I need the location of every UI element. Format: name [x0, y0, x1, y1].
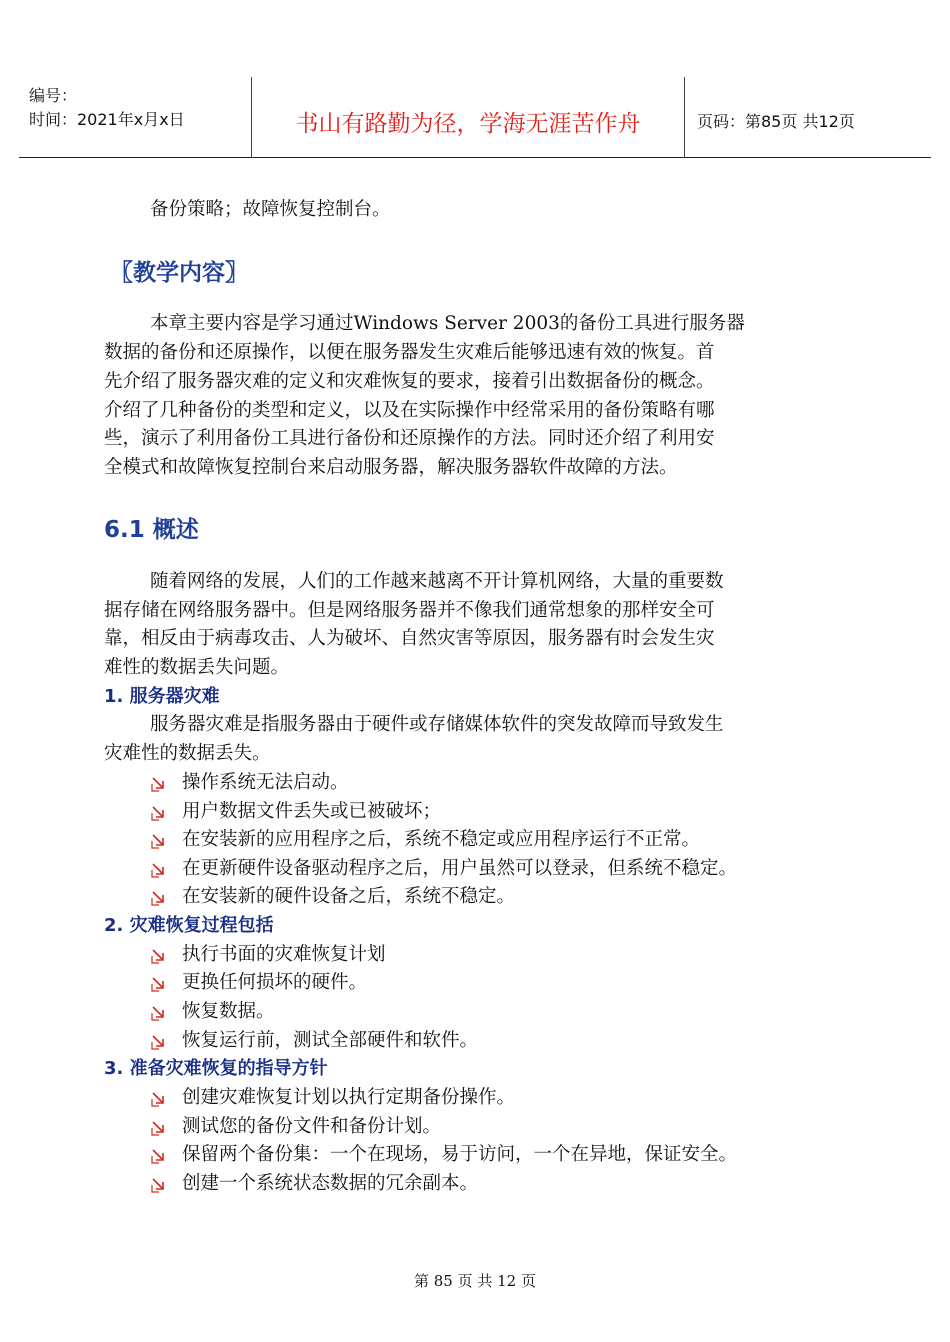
doc-time-label: 时间：2021年x月x日: [29, 110, 185, 129]
paragraph-line: 些，演示了利用备份工具进行备份和还原操作的方法。同时还介绍了利用安: [104, 428, 715, 449]
paragraph-line: 难性的数据丢失问题。: [104, 657, 290, 678]
arrow-bullet-icon: [150, 1032, 168, 1050]
list-item: [150, 1113, 441, 1141]
subheading-recovery-process: 2. 灾难恢复过程包括: [104, 915, 274, 936]
list-item-text: 在安装新的硬件设备之后，系统不稳定。: [182, 886, 516, 907]
list-item: [150, 1027, 478, 1055]
list-item: [150, 855, 737, 883]
doc-number-label: 编号：: [29, 86, 78, 105]
list-item: [150, 1084, 515, 1112]
arrow-bullet-icon: [150, 1146, 168, 1164]
paragraph-line: 全模式和故障恢复控制台来启动服务器，解决服务器软件故障的方法。: [104, 457, 678, 478]
header-page-info: 页码：第85页 共12页: [697, 112, 855, 131]
arrow-bullet-icon: [150, 1003, 168, 1021]
page-footer: 第 85 页 共 12 页: [413, 1272, 536, 1290]
list-item-text: 在更新硬件设备驱动程序之后，用户虽然可以登录，但系统不稳定。: [182, 858, 738, 879]
list-item: [150, 826, 700, 854]
list-item: [150, 769, 349, 797]
list-item-text: 创建灾难恢复计划以执行定期备份操作。: [182, 1087, 516, 1108]
header-meta-cell: [19, 77, 252, 157]
list-item: [150, 798, 441, 826]
paragraph-line: 灾难性的数据丢失。: [104, 743, 271, 764]
paragraph-line: 本章主要内容是学习通过Windows Server 2003的备份工具进行服务器: [150, 313, 745, 334]
list-item: [150, 883, 515, 911]
arrow-bullet-icon: [150, 974, 168, 992]
list-item: [150, 1170, 478, 1198]
list-item-text: 恢复运行前，测试全部硬件和软件。: [182, 1030, 479, 1051]
paragraph-line: 介绍了几种备份的类型和定义，以及在实际操作中经常采用的备份策略有哪: [104, 400, 715, 421]
header-motto-cell: [252, 77, 685, 157]
paragraph-line: 服务器灾难是指服务器由于硬件或存储媒体软件的突发故障而导致发生: [150, 714, 724, 735]
list-item-text: 操作系统无法启动。: [182, 772, 349, 793]
list-item-text: 在安装新的应用程序之后，系统不稳定或应用程序运行不正常。: [182, 829, 701, 850]
header-motto: 书山有路勤为径，学海无涯苦作舟: [295, 111, 641, 137]
list-item-text: 执行书面的灾难恢复计划: [182, 944, 386, 965]
page-header: [19, 77, 931, 158]
section-heading-overview: 6.1 概述: [104, 517, 199, 543]
list-item-text: 恢复数据。: [182, 1001, 275, 1022]
paragraph-line: 随着网络的发展，人们的工作越来越离不开计算机网络，大量的重要数: [150, 571, 724, 592]
paragraph-line: 数据的备份和还原操作，以便在服务器发生灾难后能够迅速有效的恢复。首: [104, 342, 715, 363]
arrow-bullet-icon: [150, 1175, 168, 1193]
arrow-bullet-icon: [150, 774, 168, 792]
list-item: [150, 998, 275, 1026]
paragraph-line: 据存储在网络服务器中。但是网络服务器并不像我们通常想象的那样安全可: [104, 600, 715, 621]
subheading-guidelines: 3. 准备灾难恢复的指导方针: [104, 1058, 328, 1079]
list-item: [150, 969, 367, 997]
intro-line: 备份策略；故障恢复控制台。: [150, 199, 391, 220]
arrow-bullet-icon: [150, 803, 168, 821]
list-item-text: 创建一个系统状态数据的冗余副本。: [182, 1173, 479, 1194]
arrow-bullet-icon: [150, 1089, 168, 1107]
list-item-text: 保留两个备份集：一个在现场，易于访问，一个在异地，保证安全。: [182, 1144, 738, 1165]
paragraph-line: 靠，相反由于病毒攻击、人为破坏、自然灾害等原因，服务器有时会发生灾: [104, 628, 715, 649]
list-item: [150, 1141, 737, 1169]
list-item-text: 更换任何损坏的硬件。: [182, 972, 368, 993]
list-item-text: 用户数据文件丢失或已被破坏；: [182, 801, 442, 822]
arrow-bullet-icon: [150, 888, 168, 906]
teaching-content-heading: 〖教学内容〗: [110, 260, 248, 286]
arrow-bullet-icon: [150, 860, 168, 878]
subheading-server-disaster: 1. 服务器灾难: [104, 686, 220, 707]
list-item: [150, 941, 386, 969]
arrow-bullet-icon: [150, 1118, 168, 1136]
header-page-cell: [685, 77, 931, 157]
list-item-text: 测试您的备份文件和备份计划。: [182, 1116, 442, 1137]
arrow-bullet-icon: [150, 831, 168, 849]
arrow-bullet-icon: [150, 946, 168, 964]
paragraph-line: 先介绍了服务器灾难的定义和灾难恢复的要求，接着引出数据备份的概念。: [104, 371, 715, 392]
